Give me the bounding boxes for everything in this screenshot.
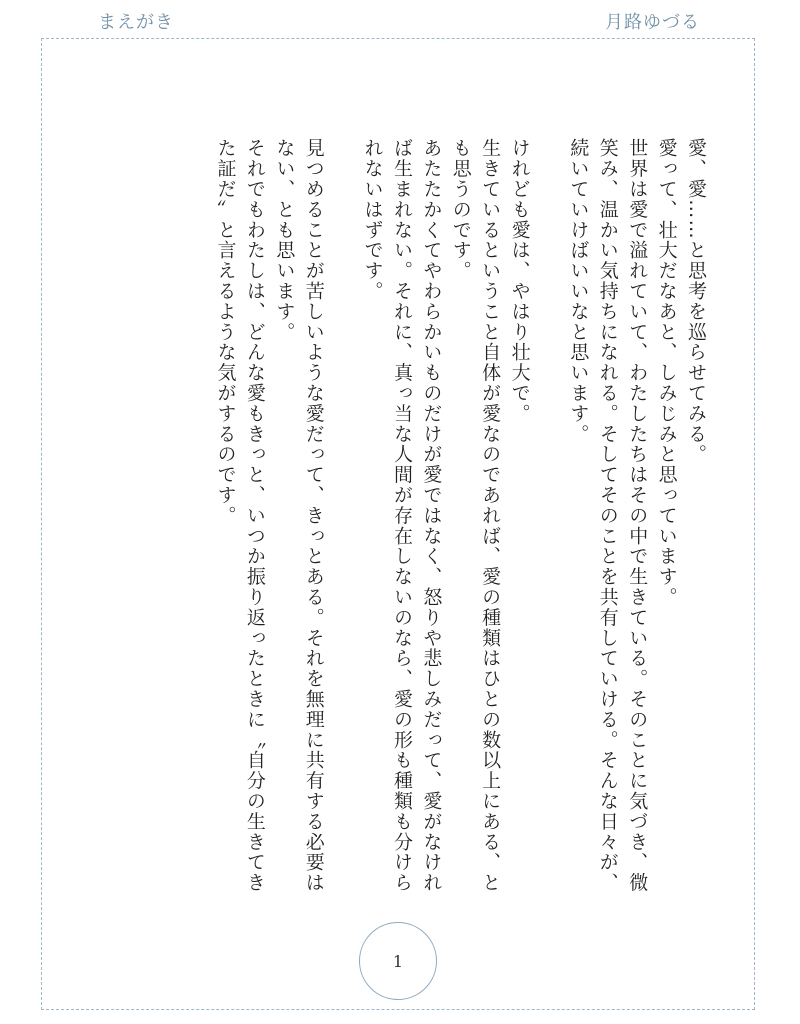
paragraph: それでもわたしは、どんな愛もきっと、いつか振り返ったときに〝自分の生きてきた証だ〟と言えるような気がするのです。 (214, 138, 266, 893)
chapter-title: まえがき (98, 12, 174, 33)
paragraph: 世界は愛で溢れていて、わたしたちはその中で生きている。そのことに気づき、微笑み、温かい気持ちになれる。そしてそのことを共有していける。そんな日々が、続いていけばいいなと思います。 (567, 138, 649, 893)
paragraph: けれども愛は、やはり壮大で。 (508, 138, 531, 424)
author-name: 月路ゆづる (605, 12, 700, 33)
paragraph: あたたかくてやわらかいものだけが愛ではなく、怒りや悲しみだって、愛がなければ生まれない。それに、真っ当な人間が存在しないのなら、愛の形も種類も分けられないはずです。 (361, 138, 443, 893)
page-number-badge (359, 922, 437, 1000)
paragraph: 生きているということ自体が愛なのであれば、愛の種類はひとの数以上にある、とも思うのです。 (449, 138, 502, 893)
paragraph: 愛って、壮大だなあと、しみじみと思っています。 (655, 138, 678, 608)
paragraph-spacer (328, 138, 357, 898)
vertical-text-body (100, 138, 710, 898)
paragraph: 見つめることが苦しいような愛だって、きっとある。それを無理に共有する必要はない、とも思います。 (273, 138, 325, 893)
paragraph: 愛、愛……と思考を巡らせてみる。 (685, 138, 707, 465)
paragraph-spacer (534, 138, 563, 898)
page-number: 1 (392, 951, 404, 971)
